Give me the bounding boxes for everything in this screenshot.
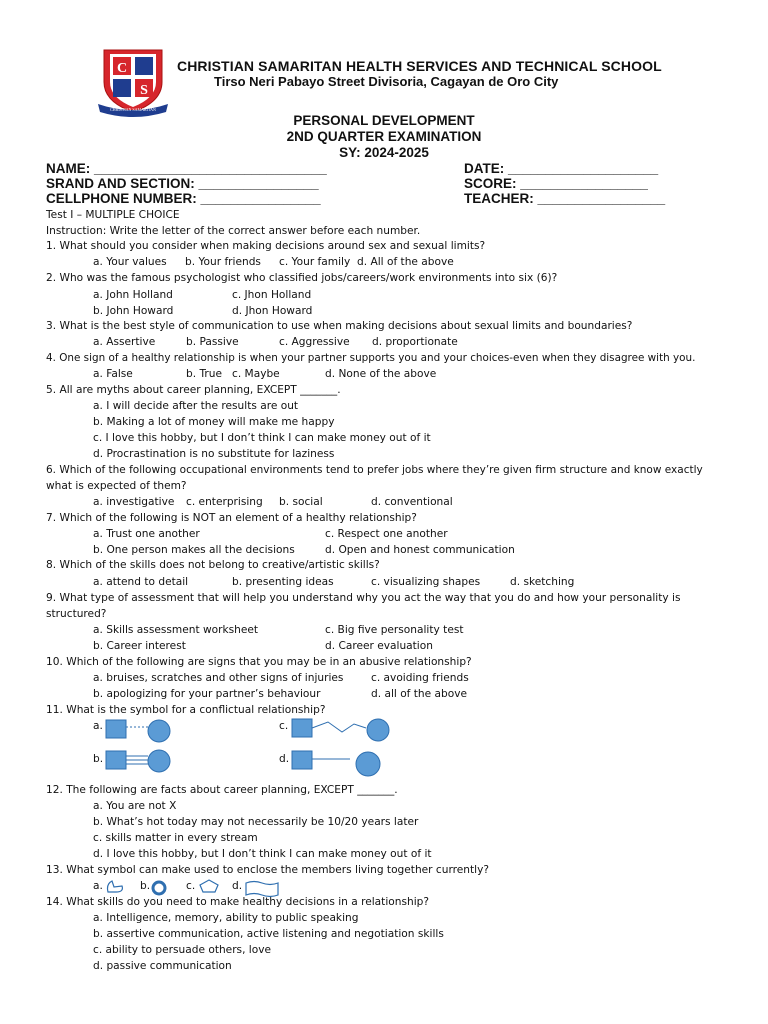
q3-option-d: d. proportionate bbox=[372, 336, 458, 348]
q14-option-c: c. ability to persuade others, love bbox=[93, 944, 272, 956]
school-name: CHRISTIAN SAMARITAN HEALTH SERVICES AND TECHNICAL SCHOOL bbox=[177, 58, 662, 74]
q5-option-b: b. Making a lot of money will make me happy bbox=[93, 416, 335, 428]
q8-option-c: c. visualizing shapes bbox=[371, 576, 481, 588]
date-field[interactable]: DATE: ____________________ bbox=[464, 161, 659, 176]
q10-option-d: d. all of the above bbox=[371, 688, 468, 700]
q12-option-b: b. What’s hot today may not necessarily be 10/20 years later bbox=[93, 816, 419, 828]
question-9-line-2: structured? bbox=[46, 608, 107, 620]
logo-letter-s: S bbox=[140, 83, 148, 98]
q1-option-b: b. Your friends bbox=[185, 256, 261, 268]
exam-name: 2ND QUARTER EXAMINATION bbox=[286, 129, 482, 144]
q11-symbol-c bbox=[290, 716, 392, 744]
strand-section-field[interactable]: SRAND AND SECTION: ________________ bbox=[46, 176, 319, 191]
q1-option-a: a. Your values bbox=[93, 256, 167, 268]
q2-option-c: c. Jhon Holland bbox=[232, 289, 312, 301]
q6-option-d: d. conventional bbox=[371, 496, 453, 508]
question-11: 11. What is the symbol for a conflictual relationship? bbox=[46, 704, 326, 716]
question-6-line-1: 6. Which of the following occupational environments tend to prefer jobs where they’re given firm structure and know exactly bbox=[46, 464, 703, 476]
q6-option-b: b. social bbox=[279, 496, 323, 508]
q8-option-d: d. sketching bbox=[510, 576, 575, 588]
q8-option-b: b. presenting ideas bbox=[232, 576, 334, 588]
q5-option-c: c. I love this hobby, but I don’t think I can make money out of it bbox=[93, 432, 431, 444]
q2-option-b: b. John Howard bbox=[93, 305, 174, 317]
q4-option-b: b. True bbox=[186, 368, 222, 380]
question-7: 7. Which of the following is NOT an element of a healthy relationship? bbox=[46, 512, 417, 524]
q13-option-a: a. bbox=[93, 880, 103, 892]
test-label: Test I – MULTIPLE CHOICE bbox=[46, 209, 180, 221]
question-14: 14. What skills do you need to make healthy decisions in a relationship? bbox=[46, 896, 429, 908]
q2-option-d: d. Jhon Howard bbox=[232, 305, 313, 317]
question-13: 13. What symbol can make used to enclose the members living together currently? bbox=[46, 864, 489, 876]
question-3: 3. What is the best style of communication to use when making decisions about sexual limits and boundaries? bbox=[46, 320, 633, 332]
q9-option-d: d. Career evaluation bbox=[325, 640, 433, 652]
q10-option-b: b. apologizing for your partner’s behaviour bbox=[93, 688, 321, 700]
q14-option-b: b. assertive communication, active listening and negotiation skills bbox=[93, 928, 444, 940]
q7-option-b: b. One person makes all the decisions bbox=[93, 544, 295, 556]
q2-option-a: a. John Holland bbox=[93, 289, 173, 301]
q4-option-a: a. False bbox=[93, 368, 133, 380]
q10-option-a: a. bruises, scratches and other signs of injuries bbox=[93, 672, 344, 684]
q9-option-c: c. Big five personality test bbox=[325, 624, 464, 636]
q9-option-b: b. Career interest bbox=[93, 640, 186, 652]
q11-option-c: c. bbox=[279, 720, 289, 732]
q13-symbol-a bbox=[104, 878, 126, 894]
q11-symbol-a bbox=[104, 718, 174, 744]
q3-option-a: a. Assertive bbox=[93, 336, 156, 348]
q13-symbol-b bbox=[150, 880, 170, 896]
q13-symbol-c bbox=[197, 878, 221, 894]
cellphone-field[interactable]: CELLPHONE NUMBER: ________________ bbox=[46, 191, 321, 206]
q1-option-c: c. Your family bbox=[279, 256, 351, 268]
logo-ribbon-text: CHRISTIAN SAMARITAN bbox=[110, 107, 156, 112]
q14-option-a: a. Intelligence, memory, ability to public speaking bbox=[93, 912, 359, 924]
name-field[interactable]: NAME: _______________________________ bbox=[46, 161, 327, 176]
q9-option-a: a. Skills assessment worksheet bbox=[93, 624, 259, 636]
q3-option-c: c. Aggressive bbox=[279, 336, 350, 348]
q7-option-d: d. Open and honest communication bbox=[325, 544, 515, 556]
question-12: 12. The following are facts about career planning, EXCEPT _______. bbox=[46, 784, 398, 796]
teacher-field[interactable]: TEACHER: _________________ bbox=[464, 191, 666, 206]
question-2: 2. Who was the famous psychologist who classified jobs/careers/work environments into six (6)? bbox=[46, 272, 558, 284]
q14-option-d: d. passive communication bbox=[93, 960, 232, 972]
question-4: 4. One sign of a healthy relationship is when your partner supports you and your choices-even when they disagree with you. bbox=[46, 352, 696, 364]
question-8: 8. Which of the skills does not belong to creative/artistic skills? bbox=[46, 559, 380, 571]
q11-symbol-d bbox=[290, 749, 392, 777]
score-field[interactable]: SCORE: _________________ bbox=[464, 176, 648, 191]
q11-option-d: d. bbox=[279, 753, 290, 765]
question-5: 5. All are myths about career planning, EXCEPT _______. bbox=[46, 384, 341, 396]
question-6-line-2: what is expected of them? bbox=[46, 480, 187, 492]
q13-option-b: b. bbox=[140, 880, 151, 892]
q5-option-a: a. I will decide after the results are out bbox=[93, 400, 299, 412]
school-logo bbox=[96, 44, 170, 118]
q11-option-a: a. bbox=[93, 720, 103, 732]
instruction: Instruction: Write the letter of the correct answer before each number. bbox=[46, 225, 421, 237]
q7-option-c: c. Respect one another bbox=[325, 528, 448, 540]
q13-option-c: c. bbox=[186, 880, 196, 892]
q4-option-d: d. None of the above bbox=[325, 368, 437, 380]
q10-option-c: c. avoiding friends bbox=[371, 672, 469, 684]
q6-option-a: a. investigative bbox=[93, 496, 175, 508]
q1-option-d: d. All of the above bbox=[357, 256, 454, 268]
q12-option-c: c. skills matter in every stream bbox=[93, 832, 258, 844]
question-10: 10. Which of the following are signs that you may be in an abusive relationship? bbox=[46, 656, 472, 668]
exam-subject: PERSONAL DEVELOPMENT bbox=[293, 113, 475, 128]
q6-option-c: c. enterprising bbox=[186, 496, 263, 508]
q11-symbol-b bbox=[104, 748, 174, 774]
question-1: 1. What should you consider when making decisions around sex and sexual limits? bbox=[46, 240, 486, 252]
q13-option-d: d. bbox=[232, 880, 243, 892]
question-9-line-1: 9. What type of assessment that will help you understand why you act the way that you do and how your personality is bbox=[46, 592, 681, 604]
q8-option-a: a. attend to detail bbox=[93, 576, 189, 588]
logo-letter-c: C bbox=[116, 61, 128, 76]
q4-option-c: c. Maybe bbox=[232, 368, 280, 380]
q7-option-a: a. Trust one another bbox=[93, 528, 200, 540]
q3-option-b: b. Passive bbox=[186, 336, 239, 348]
q11-option-b: b. bbox=[93, 753, 104, 765]
q5-option-d: d. Procrastination is no substitute for laziness bbox=[93, 448, 335, 460]
school-address: Tirso Neri Pabayo Street Divisoria, Cagayan de Oro City bbox=[214, 74, 559, 89]
q12-option-d: d. I love this hobby, but I don’t think I can make money out of it bbox=[93, 848, 432, 860]
q12-option-a: a. You are not X bbox=[93, 800, 177, 812]
school-year: SY: 2024-2025 bbox=[339, 145, 429, 160]
